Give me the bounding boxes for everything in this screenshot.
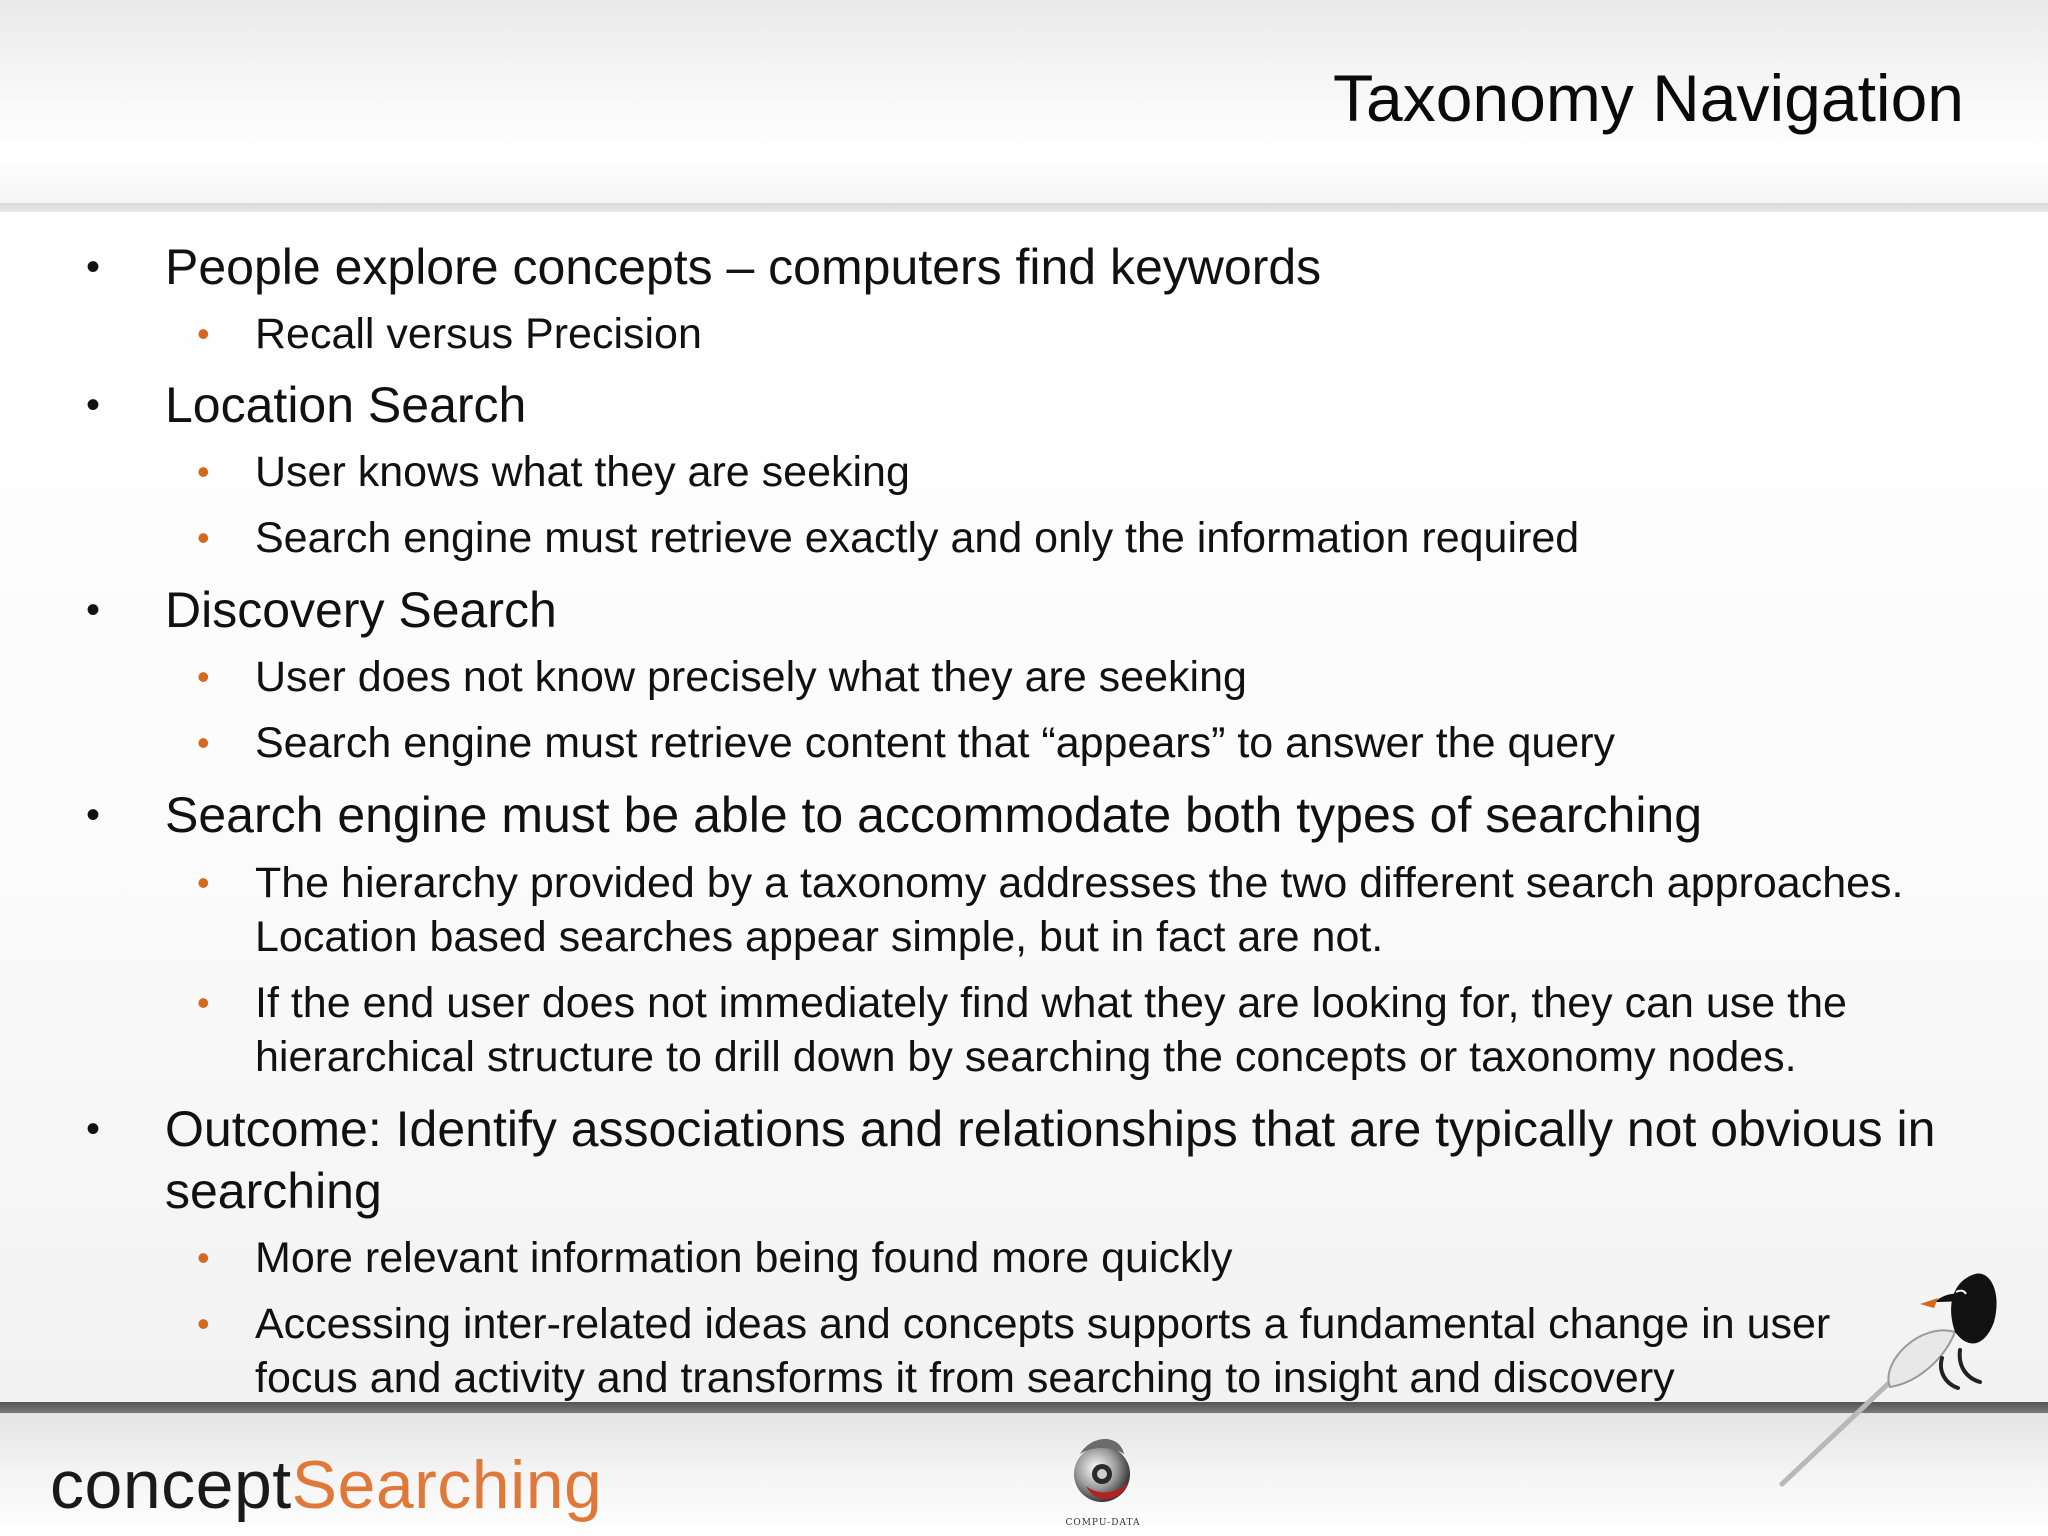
- sub-bullet-2-1: [197, 445, 1975, 499]
- bullet-icon: •: [86, 1107, 101, 1151]
- magpie-bird-icon: [1770, 1262, 2000, 1492]
- sub-bullet-icon: •: [197, 451, 210, 492]
- sub-bullet-icon: •: [197, 982, 210, 1023]
- sub-bullet-text: User knows what they are seeking: [255, 448, 910, 496]
- bullet-text: Location Search: [165, 377, 527, 433]
- slide-title: Taxonomy Navigation: [1333, 61, 1964, 135]
- bullet-text: Discovery Search: [165, 582, 557, 638]
- brand-part-2: Searching: [291, 1447, 603, 1523]
- sub-bullet-5-1: [197, 1231, 1975, 1285]
- sub-bullet-icon: •: [197, 1237, 210, 1278]
- sub-bullet-5-2: [197, 1297, 1895, 1405]
- bullet-text: Search engine must be able to accommodate both types of searching: [165, 787, 1703, 843]
- bullet-item-1: [86, 236, 2015, 298]
- sub-bullet-text: Recall versus Precision: [255, 310, 702, 358]
- sub-bullet-1-1: [197, 307, 1975, 361]
- bullet-text: Outcome: Identify associations and relationships that are typically not obvious in searching: [165, 1101, 1936, 1219]
- bullet-icon: •: [86, 588, 101, 632]
- sub-bullet-text: User does not know precisely what they are seeking: [255, 653, 1247, 701]
- sub-bullet-4-2: [197, 976, 1975, 1084]
- sub-bullet-icon: •: [197, 313, 210, 354]
- sub-bullet-icon: •: [197, 656, 210, 697]
- header-divider: [0, 203, 2048, 212]
- bullet-icon: •: [86, 383, 101, 427]
- sub-bullet-3-2: [197, 716, 1975, 770]
- sub-bullet-text: Accessing inter-related ideas and concepts supports a fundamental change in user focus and activity and transforms it from searching to insight and discovery: [255, 1300, 1831, 1402]
- bullet-text: People explore concepts – computers find keywords: [165, 239, 1322, 295]
- bullet-item-5: [86, 1098, 2015, 1222]
- sub-bullet-icon: •: [197, 1303, 210, 1344]
- sub-bullet-icon: •: [197, 517, 210, 558]
- bullet-item-3: [86, 579, 2015, 641]
- bullet-icon: •: [86, 793, 101, 837]
- footer-divider: [0, 1402, 2048, 1413]
- sub-bullet-2-2: [197, 511, 1975, 565]
- sub-bullet-icon: •: [197, 722, 210, 763]
- concept-searching-logo: [50, 1445, 602, 1525]
- sub-bullet-3-1: [197, 650, 1975, 704]
- compu-data-globe-logo: [1062, 1424, 1142, 1532]
- sub-bullet-text: The hierarchy provided by a taxonomy addresses the two different search approaches. Location based searches appear simple, but in fact are not.: [255, 859, 1904, 961]
- bullet-item-4: [86, 784, 2015, 846]
- bullet-item-2: [86, 374, 2015, 436]
- brand-part-1: concept: [50, 1447, 292, 1523]
- sub-bullet-text: If the end user does not immediately find what they are looking for, they can use the hierarchical structure to drill down by searching the concepts or taxonomy nodes.: [255, 979, 1847, 1081]
- sub-bullet-icon: •: [197, 862, 210, 903]
- sub-bullet-text: Search engine must retrieve exactly and only the information required: [255, 514, 1580, 562]
- bullet-icon: •: [86, 245, 101, 289]
- sub-bullet-text: More relevant information being found more quickly: [255, 1234, 1233, 1282]
- sub-bullet-4-1: [197, 856, 1975, 964]
- compu-data-logo-text: COMPU-DATA: [1065, 1518, 1141, 1528]
- sub-bullet-text: Search engine must retrieve content that “appears” to answer the query: [255, 719, 1616, 767]
